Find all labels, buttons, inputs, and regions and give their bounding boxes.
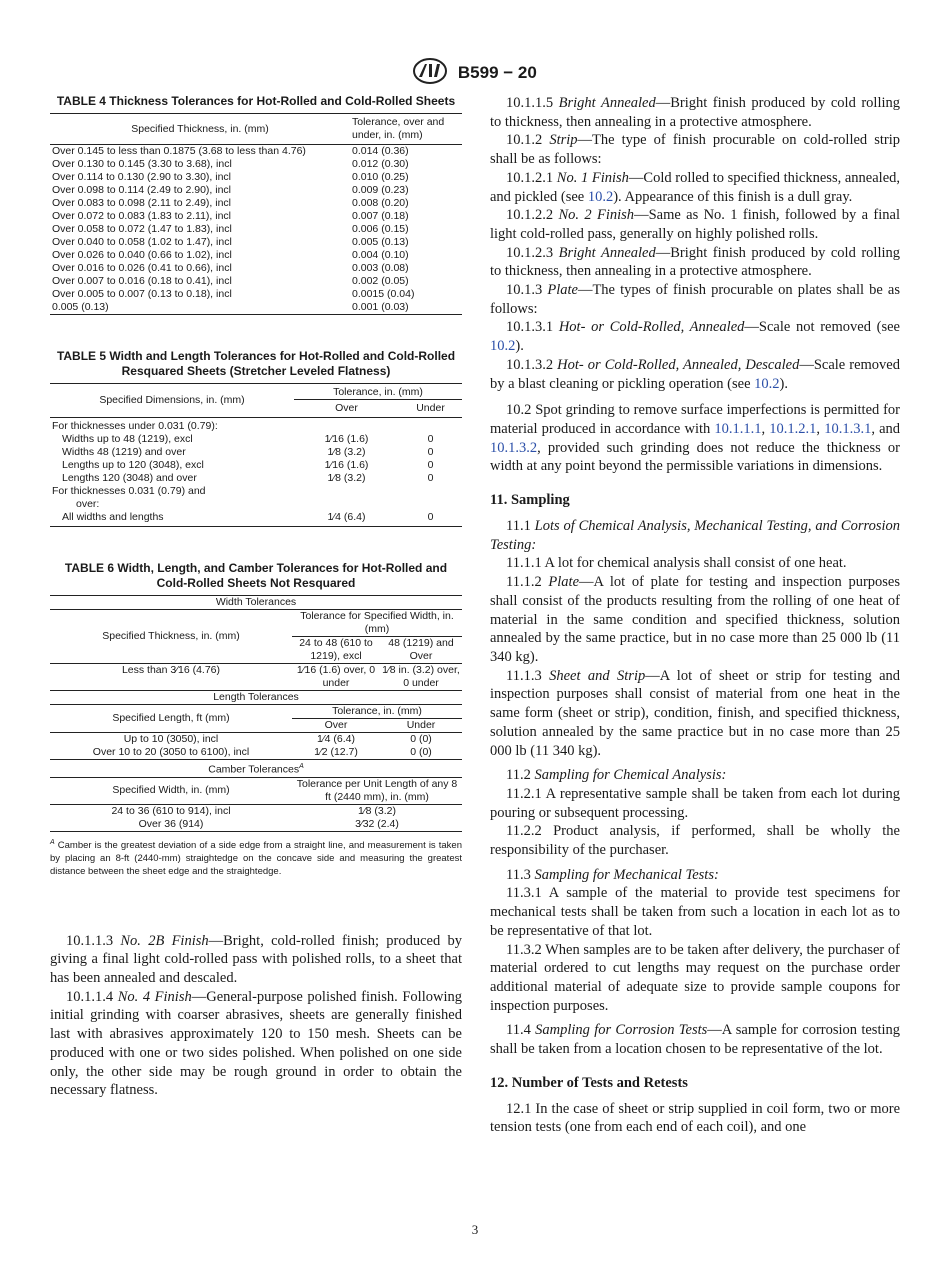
table6-title: TABLE 6 Width, Length, and Camber Tolerances for Hot-Rolled and Cold-Rolled Sheets Not Resquared (64, 561, 448, 590)
table5-cell: 1⁄16 (1.6) (324, 459, 369, 471)
right-column (490, 94, 900, 1137)
table6-under: Under (406, 719, 436, 731)
para-11-1-3: 11.1.3 Sheet and Strip—A lot of sheet or strip for testing and inspection purposes shall consist of material from one heat in the same form (sheet or strip), condition, finish, and specified thickness, solution annealed by the same practice but in no case more than 25 000 lb (11 340 kg). (490, 667, 901, 759)
table4-cell: 0.001 (0.03) (352, 301, 409, 313)
ref-10-1-1-1-link[interactable]: 10.1.1.1 (714, 420, 762, 437)
para-10-1-1-3: 10.1.1.3 No. 2B Finish—Bright, cold-rolled finish; produced by giving a final light cold-rolled pass with polished rolls, to a sheet that has been annealed and descaled. (50, 932, 462, 987)
table5-title: TABLE 5 Width and Length Tolerances for Hot-Rolled and Cold-Rolled Resquared Sheets (Stretcher Leveled Flatness) (56, 349, 456, 378)
table4-row (50, 223, 462, 236)
table6-length-cell: Up to 10 (3050), incl (123, 733, 219, 745)
table5-group2a: For thicknesses 0.031 (0.79) and (52, 485, 206, 497)
table4-row (50, 301, 462, 314)
table6-camber-row (50, 818, 462, 831)
table4-cell: 0.008 (0.20) (352, 197, 409, 209)
table5-row (50, 459, 462, 472)
para-10-1-1-5: 10.1.1.5 Bright Annealed—Bright finish produced by cold rolling to thickness, then annealing in a protective atmosphere. (490, 95, 900, 130)
table6-width-row-thickness: Less than 3⁄16 (4.76) (121, 664, 221, 676)
table6-length-cell: 1⁄4 (6.4) (317, 733, 355, 745)
table5-cell: 1⁄8 (3.2) (327, 472, 366, 484)
table5-row (50, 511, 462, 524)
table4-row (50, 210, 462, 223)
table6-col-b: 48 (1219) and Over (388, 637, 454, 662)
para-10-1-2-1: 10.1.2.1 No. 1 Finish—Cold rolled to specified thickness, annealed, and pickled (see 10.2). Appearance of this finish is a dull gray. (490, 169, 901, 205)
para-10-1-2-2: 10.1.2.2 No. 2 Finish—Same as No. 1 finish, followed by a final light cold-rolled pass, generally on highly polished rolls. (490, 207, 901, 242)
table5-cell: 0 (427, 433, 434, 445)
table6-camber-cell: Over 36 (914) (138, 817, 204, 830)
table4-row (50, 275, 462, 288)
designation: B599 − 20 (457, 62, 537, 82)
para-10-1-3-1: 10.1.3.1 Hot- or Cold-Rolled, Annealed—Scale not removed (see 10.2). (490, 319, 900, 355)
table6-length-heading: Length Tolerances (213, 691, 299, 703)
left-column (50, 94, 462, 1100)
para-11-3-1: 11.3.1 A sample of the material to provide test specimens for mechanical tests shall be taken from such a location in each lot as to be representative of that lot. (490, 885, 900, 939)
table6-footnote: $^A$ Camber is the greatest deviation of a side edge from a straight line, and measurement is taken by placing an 8-ft (2440-mm) straightedge on the concave side and measuring the greatest distance between the sheet edge and the straightedge. (50, 838, 463, 877)
table4-row (50, 145, 462, 159)
para-11-1-2: 11.1.2 Plate—A lot of plate for testing and inspection purposes shall consist of the products resulting from the rolling of one heat of material in the same condition and specified thickness, solution annealed by the same practice, but in no case more than 25 000 lb (11 340 kg). (490, 574, 900, 665)
table6-camber-cell: 3⁄32 (2.4) (355, 817, 399, 830)
table4-row (50, 288, 462, 301)
table6-length-row (50, 733, 462, 747)
para-10-1-2: 10.1.2 Strip—The type of finish procurable on cold-rolled strip shall be as follows: (490, 132, 900, 168)
ref-10-2-link[interactable]: 10.2 (587, 188, 614, 205)
para-11-2-1: 11.2.1 A representative sample shall be taken from each lot during pouring or subsequent processing. (490, 785, 900, 821)
table4-cell: 0.012 (0.30) (352, 158, 409, 170)
table5-tol: Tolerance, in. (mm) (294, 384, 462, 400)
table4-cell: Over 0.058 to 0.072 (1.47 to 1.83), incl (52, 223, 232, 235)
para-10-1-2-3: 10.1.2.3 Bright Annealed—Bright finish produced by cold rolling to thickness, then annealing in a protective atmosphere. (490, 244, 900, 280)
para-12-1: 12.1 In the case of sheet or strip supplied in coil form, two or more tension tests (one from each end of each coil), and one (490, 1100, 900, 1136)
table4-cell: 0.0015 (0.04) (352, 288, 415, 300)
para-11-3-2: 11.3.2 When samples are to be taken after delivery, the purchaser of material ordered to cut lengths may request on the purchase order additional material of adequate size to provide sample coupons for inspection purposes. (490, 941, 900, 1014)
table6-camber-cell: 1⁄8 (3.2) (358, 804, 396, 817)
para-10-1-3: 10.1.3 Plate—The types of finish procurable on plates shall be as follows: (490, 282, 900, 317)
table6-camber-row (50, 804, 462, 818)
table5-cell: 1⁄4 (6.4) (327, 511, 366, 523)
table4-cell: 0.005 (0.13) (352, 236, 409, 248)
table5-cell: 0 (427, 446, 434, 458)
table6 (50, 595, 462, 831)
table6-width-heading: Width Tolerances (215, 596, 297, 608)
para-11-1: 11.1 Lots of Chemical Analysis, Mechanical Testing, and Corrosion Testing: (490, 518, 900, 553)
table4-cell: Over 0.145 to less than 0.1875 (3.68 to less than 4.76) (52, 145, 306, 157)
table6-tol: Tolerance, in. (mm) (292, 705, 462, 719)
para-11-1-1: 11.1.1 A lot for chemical analysis shall consist of one heat. (506, 555, 847, 572)
table4-row (50, 262, 462, 275)
table5-row (50, 472, 462, 485)
para-10-1-3-2: 10.1.3.2 Hot- or Cold-Rolled, Annealed, Descaled—Scale removed by a blast cleaning or pickling operation (see 10.2). (490, 356, 900, 392)
table4-cell: Over 0.130 to 0.145 (3.30 to 3.68), incl (52, 158, 232, 170)
table4-cell: Over 0.114 to 0.130 (2.90 to 3.30), incl (52, 171, 231, 183)
table5-under: Under (416, 402, 445, 414)
table6-over: Over (324, 719, 348, 731)
table4-cell: 0.010 (0.25) (352, 171, 409, 183)
para-11-3: 11.3 Sampling for Mechanical Tests: (506, 866, 719, 883)
table5-over: Over (335, 402, 358, 414)
section-12-heading: 12. Number of Tests and Retests (490, 1074, 688, 1091)
table5-cell: 0 (427, 472, 434, 484)
table6-width-row-b: 1⁄8 in. (3.2) over, 0 under (382, 664, 460, 689)
ref-10-2-link[interactable]: 10.2 (754, 375, 780, 392)
table4-row (50, 171, 462, 184)
table6-length-row (50, 746, 462, 760)
table5-row (50, 446, 462, 459)
table6-width-row-a: 1⁄16 (1.6) over, 0 under (296, 664, 376, 689)
table5-cell: 1⁄16 (1.6) (324, 433, 369, 445)
table5-cell: Widths 48 (1219) and over (62, 446, 186, 458)
table5-cell: 1⁄8 (3.2) (327, 446, 366, 458)
table4-cell: Over 0.016 to 0.026 (0.41 to 0.66), incl (52, 262, 232, 274)
table6-tol-width: Tolerance for Specified Width, in. (mm) (292, 610, 462, 637)
table5-cell: All widths and lengths (62, 511, 164, 523)
table4-col2: Tolerance, over and under, in. (mm) (352, 116, 445, 141)
para-11-2: 11.2 Sampling for Chemical Analysis: (506, 767, 727, 784)
page-number: 3 (471, 1222, 479, 1237)
table4-row (50, 236, 462, 249)
table4-cell: 0.009 (0.23) (352, 184, 409, 196)
table4-cell: 0.005 (0.13) (52, 301, 109, 313)
table4-cell: 0.002 (0.05) (352, 275, 409, 287)
para-11-4: 11.4 Sampling for Corrosion Tests—A sample for corrosion testing shall be taken from a location chosen to be representative of the lot. (490, 1022, 901, 1058)
table4-col1: Specified Thickness, in. (mm) (131, 122, 269, 135)
table4-cell: Over 0.098 to 0.114 (2.49 to 2.90), incl (52, 184, 231, 196)
table4-cell: 0.006 (0.15) (352, 223, 409, 235)
table6-camber-cell: 24 to 36 (610 to 914), incl (111, 804, 231, 817)
astm-logo-icon (413, 58, 447, 89)
table6-spec-length: Specified Length, ft (mm) (50, 705, 292, 733)
table5 (50, 383, 462, 524)
table5-cell: Lengths 120 (3048) and over (62, 472, 197, 484)
table6-length-cell: 0 (0) (410, 746, 432, 758)
table4-cell: Over 0.007 to 0.016 (0.18 to 0.41), incl (52, 275, 232, 287)
table5-cell: 0 (427, 511, 434, 523)
table4-cell: Over 0.005 to 0.007 (0.13 to 0.18), incl (52, 288, 232, 300)
table5-row (50, 433, 462, 446)
ref-10-1-2-1-link[interactable]: 10.1.2.1 (769, 420, 817, 437)
table4-cell: 0.004 (0.10) (352, 249, 409, 261)
table5-group2b: over: (76, 498, 100, 510)
table4-cell: Over 0.072 to 0.083 (1.83 to 2.11), incl (52, 210, 231, 222)
ref-10-2-link[interactable]: 10.2 (490, 338, 516, 355)
table4 (50, 113, 462, 314)
table4-cell: 0.007 (0.18) (352, 210, 409, 222)
table4-row (50, 158, 462, 171)
table4-row (50, 249, 462, 262)
table5-cell: Widths up to 48 (1219), excl (62, 433, 193, 445)
para-10-2: 10.2 Spot grinding to remove surface imperfections is permitted for material produced in accordance with 10.1.1.1, 10.1.2.1, 10.1.3.1, and 10.1.3.2, provided such grinding does not reduce the thickness or width at any point beyond the permissible variations in dimensions. (490, 402, 901, 475)
table4-cell: Over 0.040 to 0.058 (1.02 to 1.47), incl (52, 236, 232, 248)
page-header (0, 58, 950, 89)
section-11-heading: 11. Sampling (490, 492, 570, 509)
table5-cell: 0 (427, 459, 434, 471)
ref-10-1-3-1-link[interactable]: 10.1.3.1 (824, 420, 872, 437)
table4-row (50, 184, 462, 197)
table4-cell: 0.003 (0.08) (352, 262, 409, 274)
table4-cell: 0.014 (0.36) (352, 145, 409, 157)
para-11-2-2: 11.2.2 Product analysis, if performed, shall be wholly the responsibility of the purchaser. (490, 823, 900, 859)
table6-length-cell: 0 (0) (410, 733, 432, 745)
table6-spec-width: Specified Width, in. (mm) (112, 784, 230, 796)
table4-title: TABLE 4 Thickness Tolerances for Hot-Rolled and Cold-Rolled Sheets (56, 94, 456, 108)
table5-cell: Lengths up to 120 (3048), excl (62, 459, 204, 471)
table5-col1: Specified Dimensions, in. (mm) (50, 384, 294, 418)
table6-tol-camber: Tolerance per Unit Length of any 8 ft (2440 mm), in. (mm) (296, 777, 458, 803)
table5-group1: For thicknesses under 0.031 (0.79): (52, 420, 218, 432)
table6-col-a: 24 to 48 (610 to 1219), excl (299, 637, 373, 662)
table6-spec-thickness: Specified Thickness, in. (mm) (50, 610, 292, 664)
table4-cell: Over 0.026 to 0.040 (0.66 to 1.02), incl (52, 249, 232, 261)
ref-10-1-3-2-link[interactable]: 10.1.3.2 (490, 439, 538, 456)
para-10-1-1-4: 10.1.1.4 No. 4 Finish—General-purpose polished finish. Following initial grinding with coarser abrasives, sheets are generally finished last with abrasives approximately 120 to 150 mesh. Sheets can be produced with one or two sides polished. When polished on one side only, the other side may be rough ground in order to obtain the necessary flatness. (50, 988, 462, 1099)
table6-length-cell: Over 10 to 20 (3050 to 6100), incl (92, 746, 250, 758)
table4-cell: Over 0.083 to 0.098 (2.11 to 2.49), incl (52, 197, 231, 209)
table6-length-cell: 1⁄2 (12.7) (314, 746, 358, 758)
table4-row (50, 197, 462, 210)
table6-camber-heading: Camber Tolerances$^A$ (208, 763, 304, 776)
